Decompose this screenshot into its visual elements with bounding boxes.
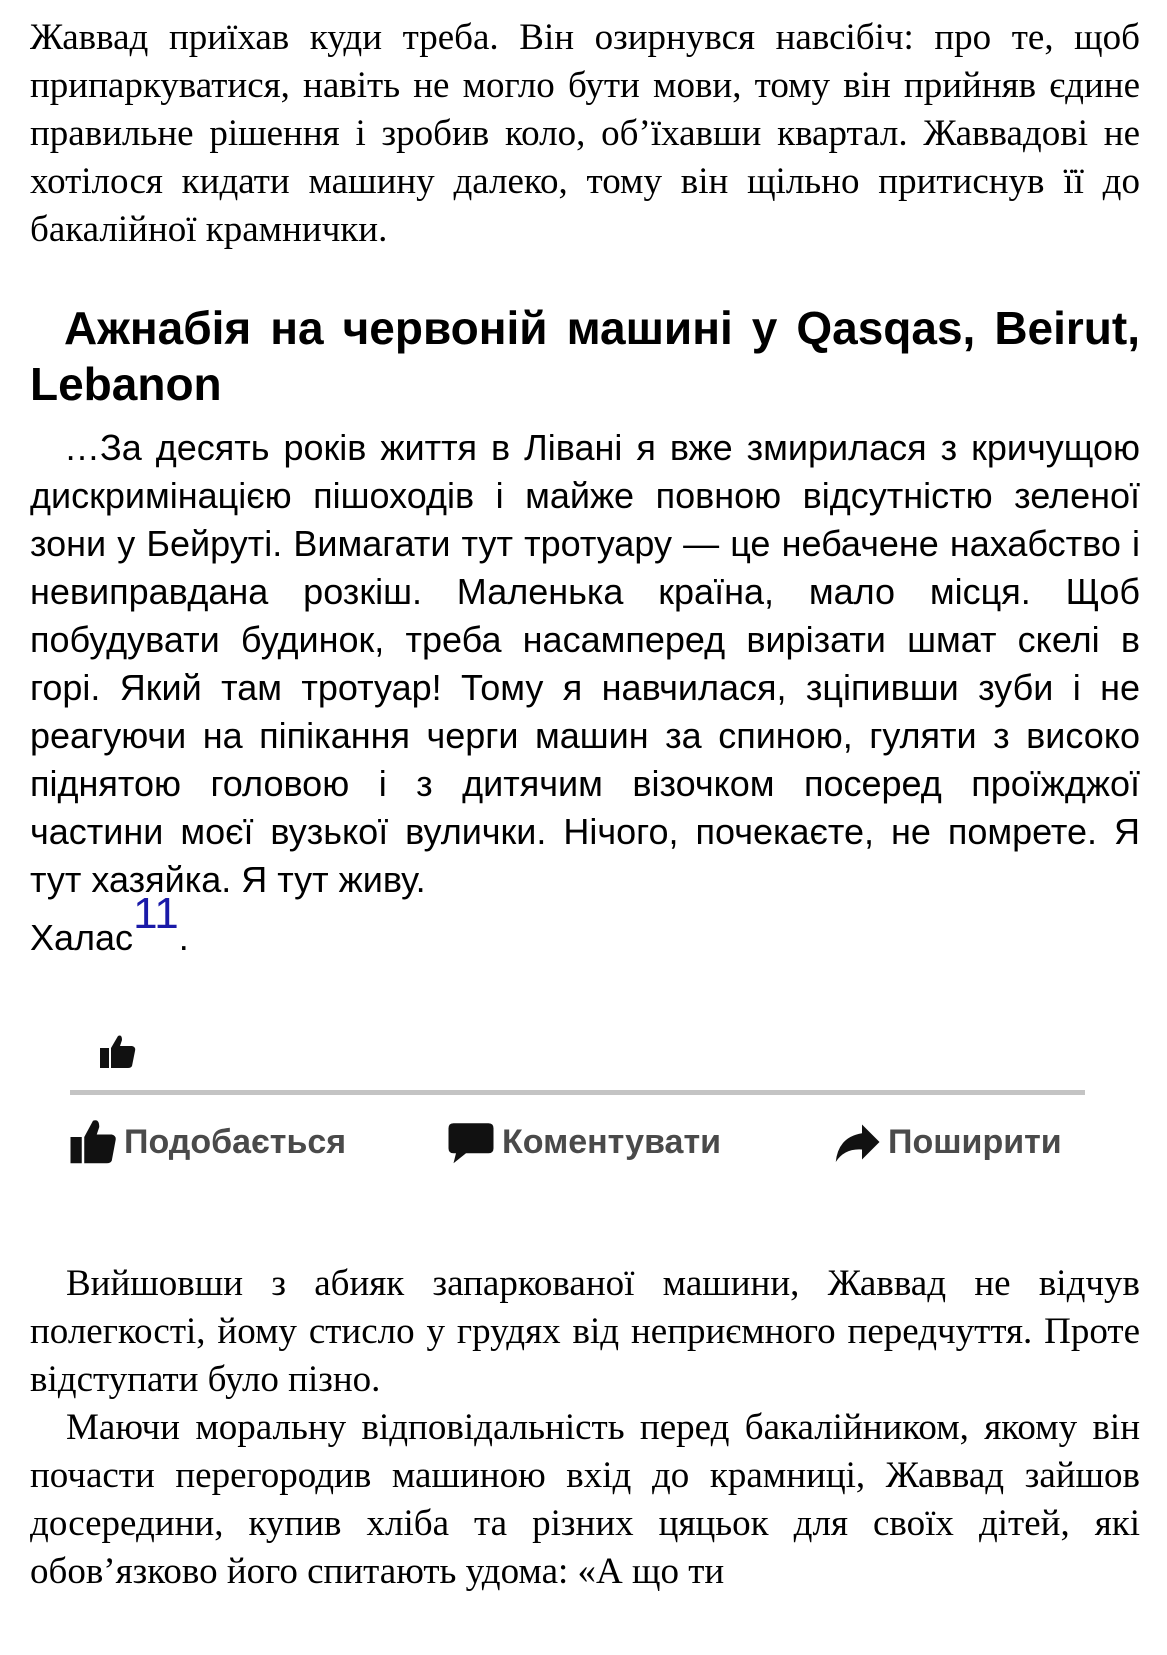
paragraph-intro: Жаввад приїхав куди треба. Він озирнувся навсібіч: про те, щоб припаркуватися, навіть не могло бути мови, тому він прийняв єдине правильне рішення і зробив коло, об’їхавши квартал. Жаввадові не хотілося кидати машину далеко, тому він щільно притиснув її до бакалійної крамнички.	[30, 17, 1140, 250]
paragraph-after-2: Маючи моральну відповідальність перед бакалійником, якому він почасти перегородив машиною вхід до крамниці, Жаввад зайшов досередини, купив хліба та різних цяцьок для своїх дітей, які обов’язково його спитають удома: «А що ти	[30, 1407, 1140, 1592]
post-divider	[70, 1090, 1085, 1095]
share-label: Поширити	[888, 1122, 1062, 1161]
post-body-text: …За десять років життя в Лівані я вже змирилася з кричущою дискримінацією пішоходів і майже повною відсутністю зеленої зони у Бейруті. Вимагати тут тротуару — це небачене нахабство і невиправдана розкіш. Маленька країна, мало місця. Щоб побудувати будинок, треба насамперед вирізати шмат скелі в горі. Який там тротуар! Тому я навчилася, зціпивши зуби і не реагуючи на піпікання черги машин за спиною, гуляти з високо піднятою головою і з дитячим візочком посеред проїжджої частини моєї вузької вулички. Нічого, почекаєте, не помрете. Я тут хазяйка. Я тут живу.	[30, 427, 1140, 900]
thumbs-up-icon	[98, 1032, 138, 1072]
paragraph-after-1: Вийшовши з абияк запаркованої машини, Жаввад не відчув полегкості, йому стисло у грудях від неприємного передчуття. Проте відступати було пізно.	[30, 1263, 1140, 1400]
post-end-punct: .	[178, 917, 189, 958]
like-button[interactable]	[68, 1112, 346, 1172]
comment-button[interactable]	[446, 1112, 721, 1172]
share-arrow-icon	[832, 1117, 882, 1167]
post-heading: Ажнабія на червоній машині у Qasqas, Beirut, Lebanon	[30, 302, 1140, 410]
post-body	[30, 424, 1140, 962]
share-button[interactable]	[832, 1112, 1062, 1172]
footnote-link[interactable]: 11	[133, 889, 179, 938]
post-last-line	[30, 889, 1140, 962]
comment-label: Коментувати	[502, 1122, 721, 1161]
speech-bubble-icon	[446, 1117, 496, 1167]
like-label: Подобається	[124, 1122, 347, 1161]
thumbs-up-icon	[68, 1117, 118, 1167]
post-last-word: Халас	[30, 917, 134, 958]
